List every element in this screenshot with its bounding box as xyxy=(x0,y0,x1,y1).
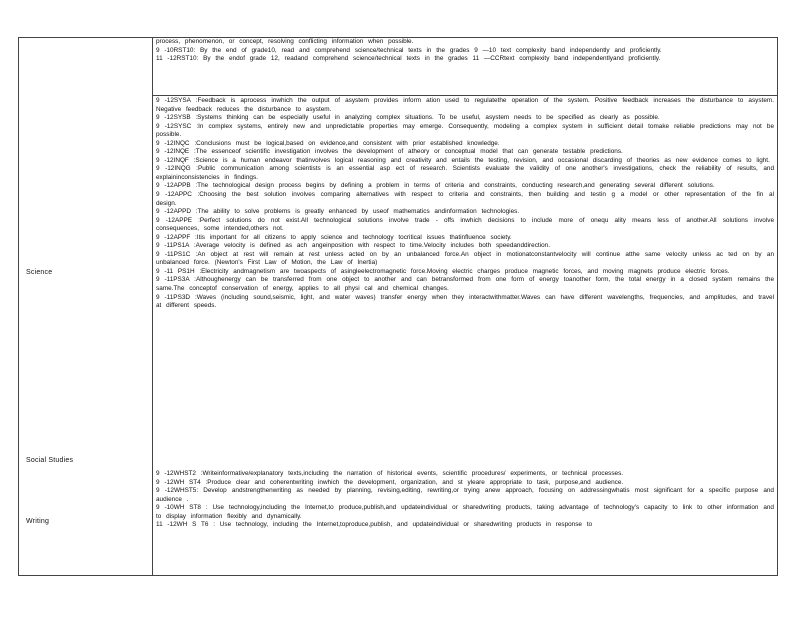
standard-entry: 9 -11PS3D :Waves (including sound,seismic, light, and water waves) transfer energy when they interactwithmatter.Waves can have different wavelengths, frequencies, and amplitudes, and travel at different speeds. xyxy=(156,293,774,310)
standard-entry: 9 -12APPF :Itis important for all citizens to apply science and technology tocritical issues thatinfluence society. xyxy=(156,233,512,241)
writing-standards-block xyxy=(156,470,774,530)
standard-entry: 9 -12WHST5: Develop andstrengthenwriting as needed by planning, revising,editing, rewriting,or trying anew approach, focusing on addressingwhatis most significant for a specific purpose and audience . xyxy=(156,487,774,503)
standard-entry: 9 -12APPE :Perfect solutions do not exist.All technological solutions involve trade - offs inwhich decisions to include more of onequ ality means less of another.All solutions involve consequences, some intended,others not. xyxy=(156,216,774,233)
standard-entry: 11 -12WH S T6 : Use technology, including the Internet,toproduce,publish, and updateindividual or sharedwriting products in response to xyxy=(156,521,593,529)
standard-entry: 9 -12INQE :The essenceof scientific investigation involves the development of atheory or conceptual model that can generate testable predictions. xyxy=(156,148,623,156)
reading-standards-block xyxy=(156,38,774,64)
standard-entry: 9 -12WH ST4 :Produce clear and coherentwriting inwhich the development, organization, and st yleare appropriate to task, purpose,and audience. xyxy=(156,478,624,486)
standard-entry: 9 -11PS1C :An object at rest will remain at rest unless acted on by an unbalanced force.An object in motionatconstantvelocity will continue atthe same velocity unless ac ted on by an unbalanced force. (Newton's First Law of Motion, the Law of Inertia) xyxy=(156,250,774,267)
standard-entry: 9 -12SYSB :Systems thinking can be especially useful in analyzing complex situations. To be useful, asystem needs to be specified as clearly as possible. xyxy=(156,114,660,122)
column-divider xyxy=(152,37,153,575)
table-right-border xyxy=(777,37,778,575)
standard-entry: 9 -12SYSA :Feedback is aprocess inwhich the output of asystem provides inform ation used to regulatethe operation of the system. Positive feedback increases the disturbance to asystem. Negative feedback reduces the disturbance to asystem. xyxy=(156,97,774,113)
standard-entry: 9 -11 PS1H :Electricity andmagnetism are twoaspects of asingleelectromagnetic force.Moving electric charges produce magnetic forces, and moving magnets produce electric forces. xyxy=(156,267,730,275)
standard-entry: process, phenomenon, or concept, resolving conflicting information when possible. xyxy=(156,38,414,45)
standard-entry: 9 -12WHST2 :Writeinformative/explanatory texts,including the narration of historical events, scientific procedures/ experiments, or technical processes. xyxy=(156,470,624,477)
standard-entry: 9 -12APPB :The technological design process begins by defining a problem in terms of criteria and constraints, conducting research,and generating several different solutions. xyxy=(156,182,715,190)
table-bottom-border xyxy=(18,575,778,576)
standard-entry: 9 -12INQF :Science is a human endeavor thatinvolves logical reasoning and creativity and entails the testing, revision, and occasional discarding of theories as new evidence comes to light. xyxy=(156,156,770,164)
standard-entry: 9 -12APPC :Choosing the best solution involves comparing alternatives with respect to criteria and constraints, then building and testin g a model or other representation of the fin al design. xyxy=(156,191,774,207)
subject-science: Science xyxy=(26,269,53,276)
standard-entry: 9 -12INQG :Public communication among scientists is an essential asp ect of research. Scientists evaluate the validity of one another's investigations, check the reliability of results, and explaininconsistencies in findings. xyxy=(156,165,774,181)
standard-entry: 9 -12SYSC :In complex systems, entirely new and unpredictable properties may emerge. Consequently, modeling a complex system in sufficient detail tomake reliable predictions may not be possible. xyxy=(156,122,774,139)
subject-writing: Writing xyxy=(26,518,50,525)
standard-entry: 11 -12RST10: By the endof grade 12, readand comprehend science/technical texts in the grades 11 —CCRtext complexity band independentlyand proficiently. xyxy=(156,55,661,63)
row-divider xyxy=(152,95,778,96)
standard-entry: 9 -10WH ST8 : Use technology,including the Internet,to produce,publish,and updateindividual or sharedwriting products, taking advantage of technology's capacity to link to other information and to display information flexibly and dynamically. xyxy=(156,504,774,520)
standard-entry: 9 -11PS3A :Althoughenergy can be transferred from one object to another and can betransformed from one form of energy toanother form, the total energy in a closed system remains the same.The conceptof conservation of energy, applies to all physi cal and chemical changes. xyxy=(156,276,774,293)
table-left-border xyxy=(18,37,19,575)
subject-social-studies: Social Studies xyxy=(26,457,74,464)
standard-entry: 9 -10RST10: By the end of grade10, read and comprehend science/technical texts in the grades 9 —10 text complexity band independently and proficiently. xyxy=(156,46,662,54)
standard-entry: 9 -12APPD :The ability to solve problems is greatly enhanced by useof mathematics andinformation technologies. xyxy=(156,208,520,216)
science-standards-block xyxy=(156,97,774,311)
standard-entry: 9 -12INQC :Conclusions must be logical,based on evidence,and consistent with prior established knowledge. xyxy=(156,139,500,147)
standard-entry: 9 -11PS1A :Average velocity is defined as ach angeinposition with respect to time.Velocity includes both speedanddirection. xyxy=(156,242,550,250)
